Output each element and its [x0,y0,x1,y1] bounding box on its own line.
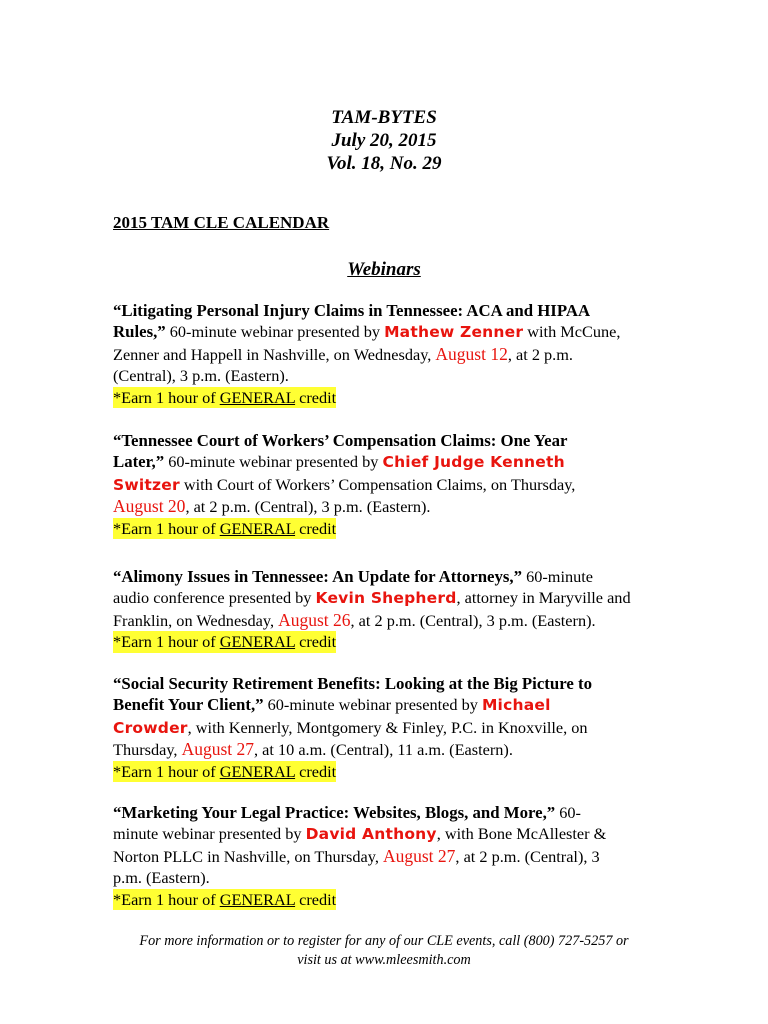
event-title: “Tennessee Court of Workers’ Compensation Claims: One Year [113,431,568,450]
volume-number: Vol. 18, No. 29 [326,153,442,174]
event-text: 60- [555,803,581,822]
event-title-cont: Rules,” [113,322,166,342]
event-title: “Marketing Your Legal Practice: Websites, Blogs, and More,” [113,803,556,822]
credit-note: *Earn 1 hour of GENERAL credit [113,632,337,652]
event-date: August 12 [435,343,508,364]
event-text: 60-minute webinar presented by [263,695,482,715]
presenter-name: Mathew Zenner [384,323,524,342]
event-date: August 27 [382,845,456,866]
event-text: p.m. (Eastern). [113,868,210,888]
presenter-name: Kevin Shepherd [315,589,457,608]
event-text: , at 2 p.m. (Central), 3 [455,846,600,866]
event-text: Franklin, on Wednesday, [113,610,279,630]
event-text: Thursday, [113,740,182,760]
event-title: “Litigating Personal Injury Claims in Tennessee: ACA and HIPAA [113,301,591,320]
presenter-name: Chief Judge Kenneth [382,453,565,472]
event-title-cont: Benefit Your Client,” [113,695,264,715]
event-text: with McCune, [523,322,621,342]
event-text: , at 10 a.m. (Central), 11 a.m. (Eastern). [254,740,513,760]
footer-note [0,932,768,970]
event-text: , at 2 p.m. (Central), 3 p.m. (Eastern). [185,497,431,517]
event-text: Zenner and Happell in Nashville, on Wednesday, [113,344,436,364]
credit-note: *Earn 1 hour of GENERAL credit [113,387,337,407]
event-text: 60-minute webinar presented by [164,452,383,472]
event-text: , with Kennerly, Montgomery & Finley, P.C. in Knoxville, on [187,717,588,737]
footer-line: visit us at www.mleesmith.com [297,952,471,968]
webinars-heading: Webinars [347,259,421,280]
masthead [0,106,768,175]
calendar-heading: 2015 TAM CLE CALENDAR [113,213,330,232]
event-text: , attorney in Maryville and [456,588,631,608]
event-item [113,430,663,539]
presenter-name-cont: Crowder [113,718,188,737]
event-item [113,300,663,408]
event-title-cont: Later,” [113,452,165,472]
event-date: August 27 [181,739,255,760]
event-text: , at 2 p.m. [507,344,573,364]
event-item [113,673,663,782]
credit-note: *Earn 1 hour of GENERAL credit [113,889,337,909]
event-text: (Central), 3 p.m. (Eastern). [113,366,289,386]
presenter-name: Michael [481,696,551,715]
footer-line: For more information or to register for any of our CLE events, call (800) 727-5257 or [139,933,629,949]
event-item [113,566,663,653]
newsletter-title: TAM-BYTES [331,107,437,128]
event-item [113,802,663,910]
credit-note: *Earn 1 hour of GENERAL credit [113,518,337,538]
event-date: August 26 [278,609,351,630]
credit-note: *Earn 1 hour of GENERAL credit [113,761,337,781]
issue-date: July 20, 2015 [331,130,437,151]
event-text: , at 2 p.m. (Central), 3 p.m. (Eastern). [350,610,596,630]
event-text: 60-minute [522,567,594,586]
event-text: 60-minute webinar presented by [165,322,385,342]
event-text: with Court of Workers’ Compensation Claims, on Thursday, [179,474,576,494]
presenter-name: David Anthony [305,825,437,844]
event-text: minute webinar presented by [113,824,306,844]
event-title: “Alimony Issues in Tennessee: An Update for Attorneys,” [113,567,523,586]
event-text: , with Bone McAllester & [436,824,607,844]
event-date: August 20 [113,496,186,517]
event-text: Norton PLLC in Nashville, on Thursday, [113,846,383,866]
event-title: “Social Security Retirement Benefits: Looking at the Big Picture to [113,674,592,693]
presenter-name-cont: Switzer [113,475,180,494]
event-text: audio conference presented by [113,588,316,608]
